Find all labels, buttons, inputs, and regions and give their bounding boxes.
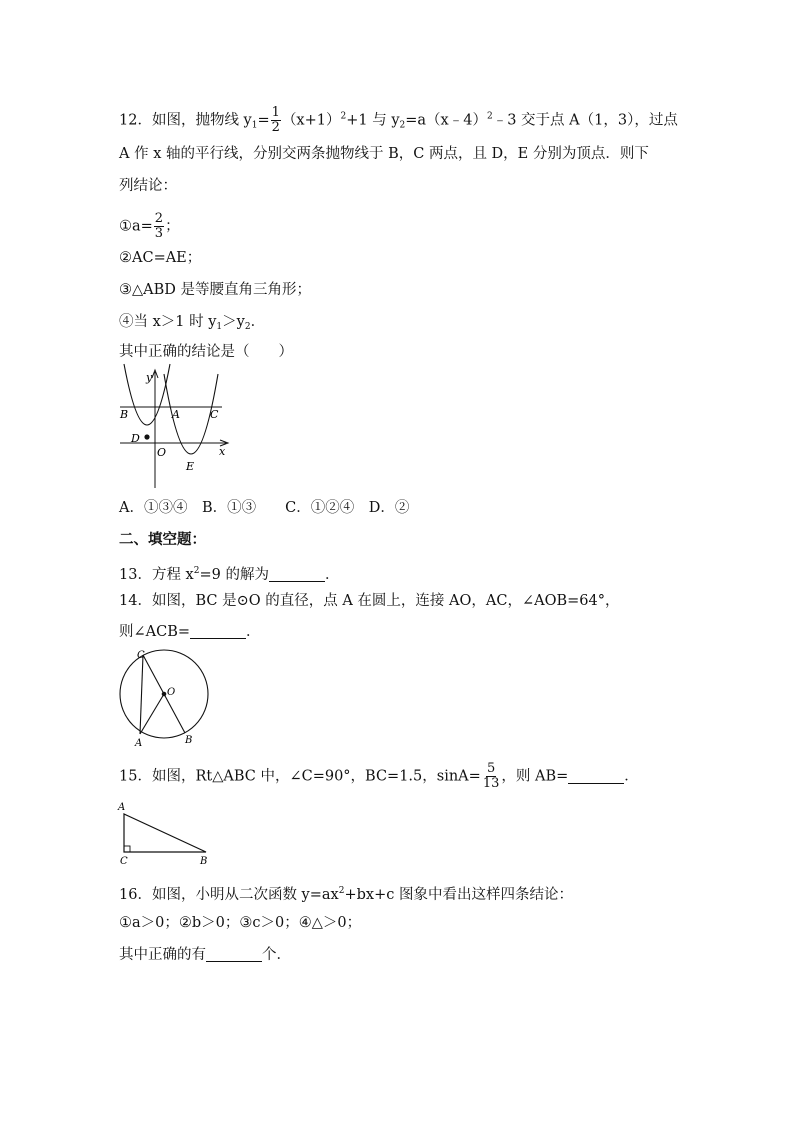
- c1-den: 3: [154, 226, 164, 241]
- q16-line3: [119, 945, 291, 965]
- q12-conclusion-2: ②AC=AE；: [119, 250, 202, 266]
- c4-pre: ④当 x＞1 时 y: [119, 314, 217, 330]
- q12-sub1: 1: [251, 120, 258, 131]
- c4-post: ．: [250, 314, 266, 330]
- q12-line3: 列结论：: [119, 178, 177, 194]
- q14-line2: [119, 622, 261, 642]
- q15-triangle-figure: [114, 798, 214, 866]
- q12-text-c: +1 与 y: [346, 112, 400, 129]
- label-c: C: [210, 408, 219, 421]
- label-b: B: [120, 408, 129, 421]
- c1-num: 2: [154, 211, 164, 226]
- section-title: 二、填空题：: [119, 532, 206, 548]
- q13-text: 13．方程 x: [119, 567, 194, 583]
- q13-sup: 2: [193, 566, 200, 576]
- q15-line: [119, 762, 639, 791]
- q14-end: ．: [246, 624, 261, 640]
- segment-ao: [140, 694, 164, 734]
- q14-text: 则∠ACB=: [119, 624, 191, 640]
- q13-end: ．: [324, 567, 340, 583]
- triangle-abc: [124, 814, 206, 852]
- label-y: y: [146, 371, 153, 384]
- label-a: A: [135, 738, 143, 748]
- q16-line2: ①a＞0；②b＞0；③c＞0；④△＞0；: [119, 915, 362, 931]
- label-c: C: [137, 650, 145, 661]
- q12-text-d: =a（x﹣4）: [405, 112, 487, 129]
- q15-den: 13: [482, 776, 500, 791]
- q16-post: +bx+c 图象中看出这样四条结论：: [344, 887, 573, 903]
- c1-post: ；: [165, 218, 180, 235]
- q12-frac-den: 2: [271, 120, 280, 135]
- q12-parabola-figure: [112, 362, 238, 490]
- q15-num: 5: [486, 761, 496, 776]
- center-o-dot: [162, 692, 167, 697]
- q16-line1: [119, 881, 573, 905]
- q15-text: 15．如图，Rt△ABC 中，∠C=90°，BC=1.5，sinA=: [119, 768, 481, 785]
- c4-sub1: 1: [216, 322, 223, 332]
- q12-sup-b: 2: [486, 111, 493, 122]
- q14-circle-figure: [114, 648, 214, 748]
- label-a: A: [118, 802, 126, 813]
- c1-pre: ①a=: [119, 218, 153, 235]
- q16-sup: 2: [338, 886, 345, 896]
- q13-post: =9 的解为: [199, 567, 269, 583]
- q15-answer-blank[interactable]: [568, 769, 624, 784]
- q14-line1: 14．如图，BC 是⊙O 的直径，点 A 在圆上，连接 AO，AC，∠AOB=64°，: [119, 593, 620, 609]
- label-c: C: [120, 856, 128, 866]
- q12-line2: A 作 x 轴的平行线，分别交两条抛物线于 B，C 两点，且 D，E 分别为顶点．则下: [119, 146, 649, 162]
- q12-options: A．①③④ B．①③ C．①②④ D．②: [119, 500, 410, 516]
- chord-ac: [140, 655, 143, 734]
- q13-line: [119, 561, 339, 585]
- q12-sub2: 2: [399, 120, 406, 131]
- c4-mid: ＞y: [222, 314, 245, 330]
- q12-question: 其中正确的结论是（ ）: [119, 344, 293, 360]
- label-o: O: [167, 687, 176, 698]
- q12-sup-a: 2: [340, 111, 347, 122]
- q12-eq: =: [257, 112, 270, 129]
- q12-line1: [119, 106, 678, 136]
- q12-frac-num: 1: [271, 105, 280, 120]
- right-angle-mark: [124, 846, 130, 852]
- q12-fraction: [271, 106, 281, 135]
- q12-conclusion-4: [119, 312, 265, 337]
- q15-end: ．: [624, 768, 639, 785]
- label-x: x: [219, 445, 226, 458]
- q15-post: ，则 AB=: [501, 768, 569, 785]
- q12-text-e: ﹣3 交于点 A（1，3），过点: [492, 112, 678, 129]
- vertex-d-dot: [144, 434, 149, 439]
- label-o: O: [157, 446, 167, 459]
- label-d: D: [131, 432, 140, 445]
- label-e: E: [186, 460, 195, 473]
- c1-fraction: [154, 212, 164, 241]
- c4-sub2: 2: [244, 322, 251, 332]
- q16-text: 16．如图，小明从二次函数 y=ax: [119, 887, 339, 903]
- q12-conclusion-3: ③△ABD 是等腰直角三角形；: [119, 282, 312, 298]
- q14-answer-blank[interactable]: [190, 624, 246, 639]
- q16-answer-blank[interactable]: [206, 947, 262, 962]
- q16-text-b: 其中正确的有: [119, 947, 206, 963]
- label-a: A: [172, 408, 180, 421]
- q15-fraction: [482, 762, 501, 791]
- q12-conclusion-1: [119, 212, 180, 241]
- label-b: B: [200, 856, 208, 866]
- q16-end: 个．: [262, 947, 291, 963]
- label-b: B: [185, 735, 193, 746]
- q12-text-a: 12．如图，抛物线 y: [119, 112, 252, 129]
- q12-text-b: （x+1）: [281, 112, 341, 129]
- q13-answer-blank[interactable]: [269, 567, 325, 582]
